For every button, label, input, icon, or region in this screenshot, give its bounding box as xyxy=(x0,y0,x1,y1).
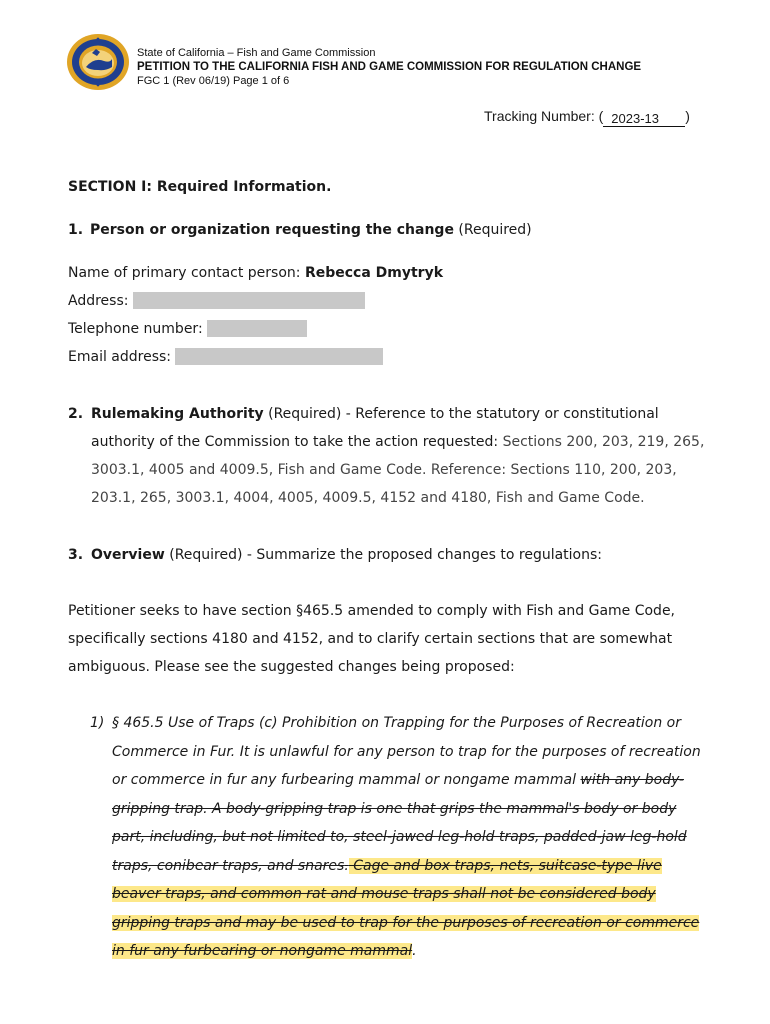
agency-name: State of California – Fish and Game Commission xyxy=(137,47,376,59)
form-number: FGC 1 (Rev 06/19) Page 1 of 6 xyxy=(137,75,290,87)
contact-email-label: Email address: xyxy=(68,349,176,365)
item-1-number: 1. xyxy=(68,222,84,238)
list-marker: 1) xyxy=(90,715,105,731)
item-3-suffix: (Required) - Summarize the proposed changes to regulations: xyxy=(164,547,603,563)
item-2-reference: Sections 200, 203, 219, 265, 3003.1, 4005 and 4009.5, Fish and Game Code. Reference: Sections 110, 200, 203, 203.1, 265, 3003.1, 4004, 4005, 4009.5, 4152 and 4180, Fish and Game Code. xyxy=(91,434,705,506)
section-title: SECTION I: Required Information. xyxy=(68,179,332,195)
tracking-label: Tracking Number: ( xyxy=(484,108,604,124)
email-redaction xyxy=(175,348,383,365)
contact-name-label: Name of primary contact person: xyxy=(68,265,305,281)
contact-address-label: Address: xyxy=(68,293,133,309)
tracking-number xyxy=(484,108,690,125)
item-2-title: Rulemaking Authority xyxy=(91,406,264,422)
contact-email-line xyxy=(68,343,383,371)
tracking-close: ) xyxy=(685,108,690,124)
tracking-value: 2023-13 xyxy=(603,111,685,127)
change-deleted-period: . xyxy=(344,857,349,874)
form-header xyxy=(137,46,641,88)
proposed-change-list-item xyxy=(90,709,710,966)
contact-name-value: Rebecca Dmytryk xyxy=(304,265,444,281)
change-deleted-text: with any body-gripping trap. A body-gripping trap is one that grips the mammal's body or body part, including, but not limited to, steel-jawed leg-hold traps, padded-jaw leg-hold traps, conibear traps, and snares xyxy=(112,772,687,874)
item-2-paragraph xyxy=(91,400,711,512)
item-3-title: Overview xyxy=(91,547,165,563)
item-3-number: 3. xyxy=(68,547,84,563)
contact-phone-line xyxy=(68,315,307,343)
contact-phone-label: Telephone number: xyxy=(68,321,208,337)
address-redaction xyxy=(133,292,365,309)
item-1-heading xyxy=(90,216,532,244)
contact-name-line xyxy=(68,259,443,287)
change-plain-text: § 465.5 Use of Traps (c) Prohibition on Trapping for the Purposes of Recreation or Commerce in Fur. It is unlawful for any person to trap for the purposes of recreation or commerce in fur any furbearing mammal or nongame mammal xyxy=(112,715,701,788)
proposed-change-text xyxy=(112,709,710,966)
item-1-title: Person or organization requesting the change xyxy=(90,222,454,238)
commission-seal-icon xyxy=(66,33,130,91)
change-highlighted-text: Cage and box traps, nets, suitcase-type live beaver traps, and common rat and mouse traps shall not be considered body gripping traps and may be used to trap for the purposes of recreation or commerce in fur any furbearing or nongame mammal xyxy=(112,857,700,959)
overview-body: Petitioner seeks to have section §465.5 amended to comply with Fish and Game Code, specifically sections 4180 and 4152, and to clarify certain sections that are somewhat ambiguous. Please see the suggested changes being proposed: xyxy=(68,603,676,675)
phone-redaction xyxy=(207,320,307,337)
item-2-number: 2. xyxy=(68,406,84,422)
item-2-intro: (Required) - Reference to the statutory or constitutional authority of the Commission to take the action requested: xyxy=(91,406,659,450)
item-1-suffix: (Required) xyxy=(453,222,532,238)
contact-address-line xyxy=(68,287,365,315)
form-title: PETITION TO THE CALIFORNIA FISH AND GAME COMMISSION FOR REGULATION CHANGE xyxy=(137,61,642,73)
item-3-heading xyxy=(91,541,711,569)
change-end-period: . xyxy=(412,943,417,959)
